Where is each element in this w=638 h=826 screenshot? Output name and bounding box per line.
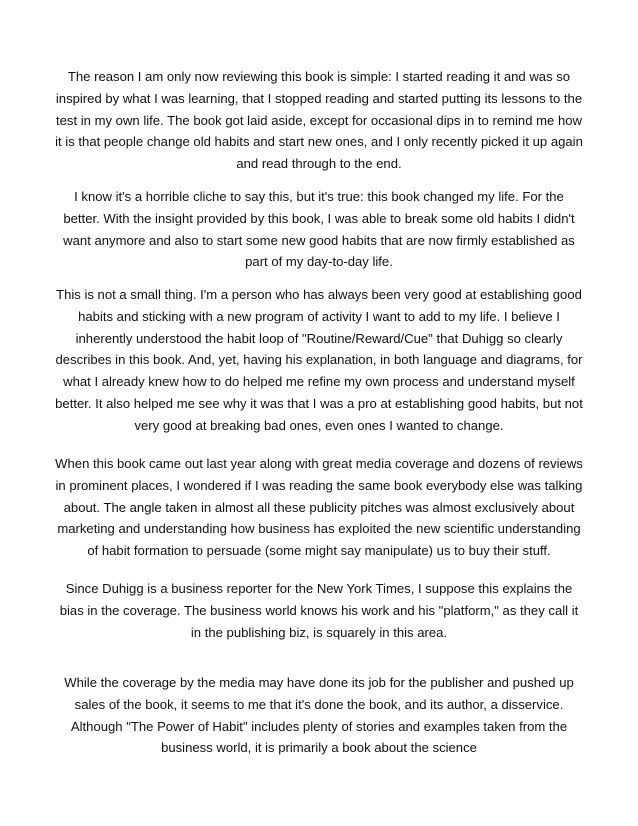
paragraph-5: Since Duhigg is a business reporter for the New York Times, I suppose this explains the bias in the coverage. The business world knows his work and his "platform," as they call it in the publishing biz, is squarely in this area. (59, 581, 579, 640)
paragraph-6: While the coverage by the media may have done its job for the publisher and pushed up sales of the book, it seems to me that it's done the book, and its author, a disservice. Although "The Power of Habit" includes plenty of stories and examples taken from the business world, it is primarily a book about the science (64, 675, 574, 756)
paragraph-2: I know it's a horrible cliche to say this, but it's true: this book changed my life. For the better. With the insight provided by this book, I was able to break some old habits I didn't want anymore and also to start some new good habits that are now firmly established as part of my day-to-day life. (63, 189, 575, 270)
paragraph-3: This is not a small thing. I'm a person who has always been very good at establishing good habits and sticking with a new program of activity I want to add to my life. I believe I inherently understood the habit loop of "Routine/Reward/Cue" that Duhigg so clearly describes in this book. And, yet, having his explanation, in both language and diagrams, for what I already knew how to do helped me refine my own process and understand myself better. It also helped me see why it was that I was a pro at establishing good habits, but not very good at breaking bad ones, even ones I wanted to change. (55, 287, 583, 433)
paragraph-1: The reason I am only now reviewing this book is simple: I started reading it and was so inspired by what I was learning, that I stopped reading and started putting its lessons to the test in my own life. The book got laid aside, except for occasional dips in to remind me how it is that people change old habits and start new ones, and I only recently picked it up again and read through to the end. (55, 69, 583, 172)
paragraph-4: When this book came out last year along with great media coverage and dozens of reviews in prominent places, I wondered if I was reading the same book everybody else was talking about. The angle taken in almost all these publicity pitches was almost exclusively about marketing and understanding how business has exploited the new scientific understanding of habit formation to persuade (some might say manipulate) us to buy their stuff. (55, 456, 583, 559)
